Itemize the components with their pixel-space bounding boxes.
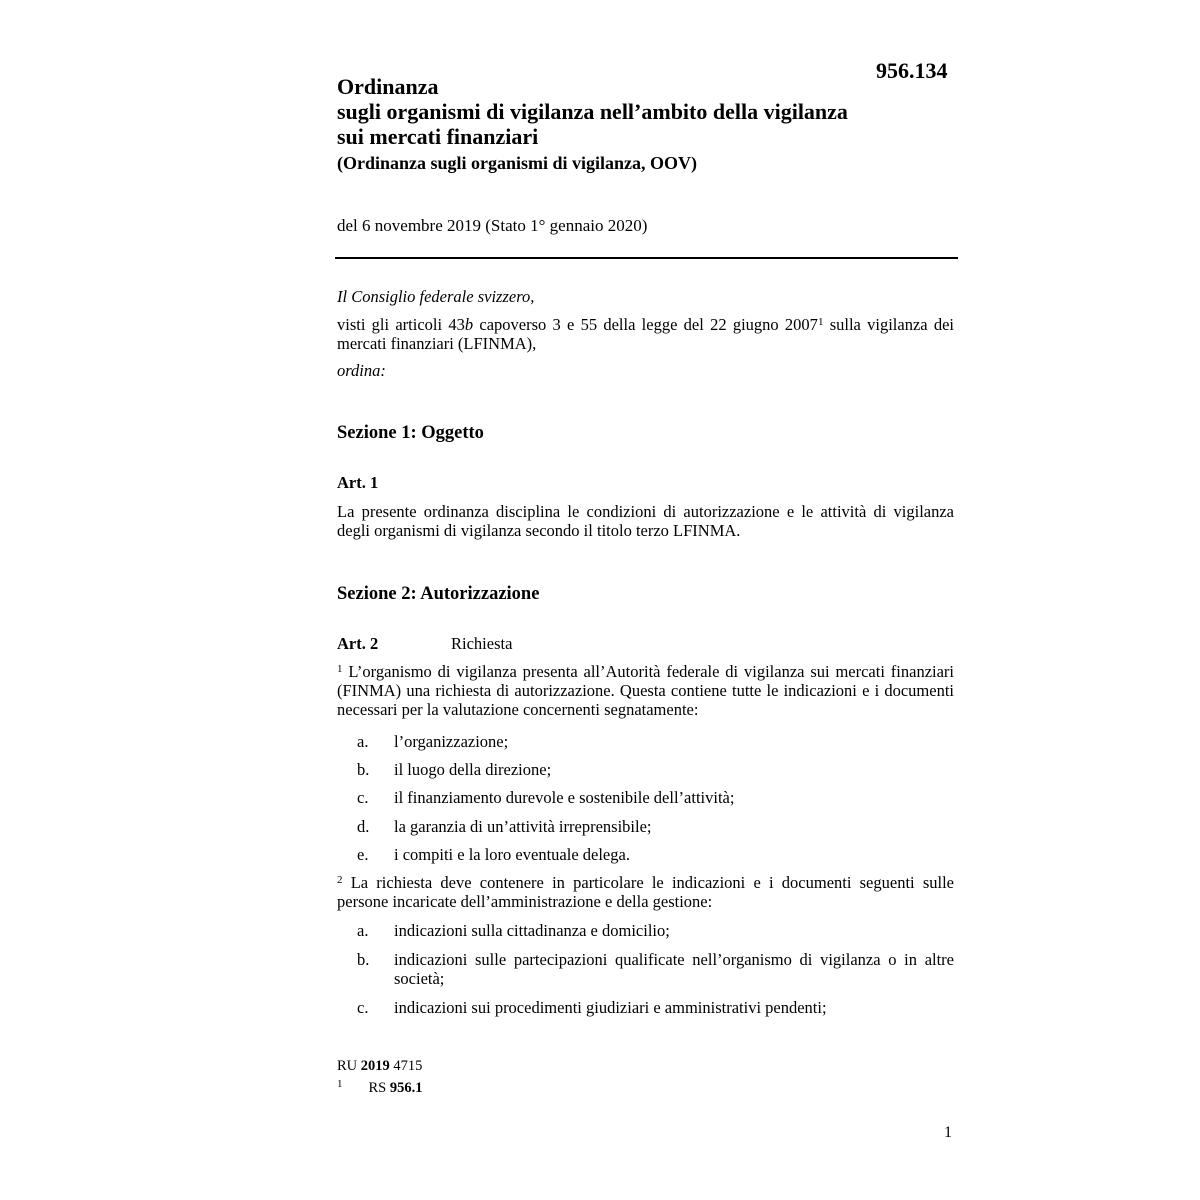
article-title: Richiesta	[451, 634, 513, 653]
title-line: Ordinanza	[337, 74, 439, 99]
document-date: del 6 novembre 2019 (Stato 1° gennaio 2020)	[337, 216, 648, 235]
preamble-ordina: ordina:	[337, 361, 386, 380]
article-label: Art. 1	[337, 473, 379, 492]
page-number: 1	[944, 1124, 952, 1141]
list-item: i compiti e la loro eventuale delega.	[394, 845, 630, 864]
list-item: la garanzia di un’attività irreprensibile;	[394, 817, 652, 836]
paragraph: $^1$ L’organismo di vigilanza presenta all’Autorità federale di vigilanza sui mercati finanziari (FINMA) una richiesta di autorizzazione. Questa contiene tutte le indicazioni e i documenti necessari per la valutazione concernenti segnatamente:	[337, 662, 954, 719]
short-title: (Ordinanza sugli organismi di vigilanza, OOV)	[337, 153, 698, 173]
list-item: indicazioni sulla cittadinanza e domicilio;	[394, 921, 670, 940]
paragraph: $^2$ La richiesta deve contenere in particolare le indicazioni e i documenti seguenti sulle persone incaricate dell’amministrazione e della gestione:	[337, 873, 954, 911]
section-heading: Sezione 1: Oggetto	[337, 423, 484, 443]
list-letter: e.	[357, 845, 369, 864]
preamble-visti: visti gli articoli 43b capoverso 3 e 55 della legge del 22 giugno 2007$^1$ sulla vigilanza dei mercati finanziari (LFINMA),	[337, 315, 955, 353]
list-letter: b.	[357, 950, 370, 969]
document-number: 956.134	[876, 58, 948, 83]
list-letter: b.	[357, 760, 370, 779]
list-item: l’organizzazione;	[394, 732, 509, 751]
list-letter: c.	[357, 998, 369, 1017]
preamble-authority: Il Consiglio federale svizzero,	[337, 287, 535, 306]
footnote: $^1$ RS 956.1	[337, 1078, 423, 1096]
list-letter: c.	[357, 788, 369, 807]
official-collection-ref: RU 2019 4715	[337, 1058, 423, 1074]
title-line: sui mercati finanziari	[337, 124, 539, 149]
list-item: indicazioni sui procedimenti giudiziari e amministrativi pendenti;	[394, 998, 827, 1017]
title-line: sugli organismi di vigilanza nell’ambito della vigilanza	[337, 99, 848, 124]
document-title	[337, 74, 937, 149]
list-item: indicazioni sulle partecipazioni qualificate nell’organismo di vigilanza o in altre società;	[394, 950, 954, 988]
list-item: il finanziamento durevole e sostenibile dell’attività;	[394, 788, 735, 807]
list-letter: a.	[357, 921, 369, 940]
title-divider	[335, 257, 958, 259]
section-heading: Sezione 2: Autorizzazione	[337, 584, 540, 604]
list-letter: d.	[357, 817, 370, 836]
list-letter: a.	[357, 732, 369, 751]
footnote-ref[interactable]: 1	[817, 316, 824, 328]
article-text: La presente ordinanza disciplina le condizioni di autorizzazione e le attività di vigilanza degli organismi di vigilanza secondo il titolo terzo LFINMA.	[337, 502, 954, 540]
list-item: il luogo della direzione;	[394, 760, 552, 779]
article-label: Art. 2	[337, 634, 379, 653]
